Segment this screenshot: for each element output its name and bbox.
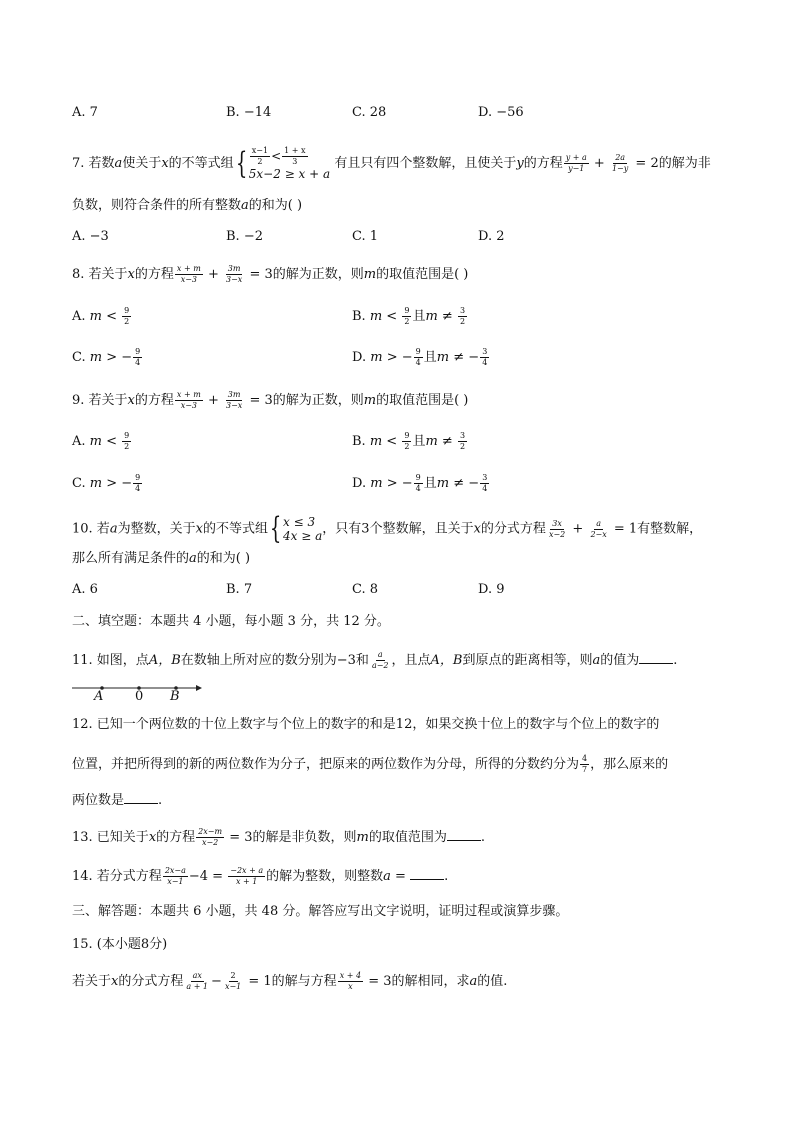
q8-option-b: B. m < $\frac{9}{2}$ 且m ≠ $\frac{3}{2}$ bbox=[352, 306, 466, 326]
q10-stem-line2: 那么所有满足条件的a的和为( ) bbox=[72, 551, 251, 566]
q9-option-b: B. m < $\frac{9}{2}$ 且m ≠ $\frac{3}{2}$ bbox=[352, 431, 466, 451]
point-b-label: B bbox=[170, 689, 180, 704]
q12-stem-line1: 12. 已知一个两位数的十位上数字与个位上的数字的和是12，如果交换十位上的数字与个位上的数字的 bbox=[72, 717, 660, 732]
q11-answer-blank[interactable] bbox=[639, 651, 673, 664]
q9-option-c: C. m > − $\frac{9}{4}$ bbox=[72, 473, 141, 493]
section-fill-in-heading: 二、填空题：本题共 4 小题，每小题 3 分，共 12 分。 bbox=[72, 614, 390, 629]
q11-stem: 11. 如图，点A，B在数轴上所对应的数分别为−3和 $\frac{a}{a-2}$ ，且点A，B到原点的距离相等，则a的值为 . bbox=[72, 650, 678, 670]
q6-option-c: C. 28 bbox=[352, 105, 387, 120]
q8-stem: 8. 若关于x的方程 $\frac{x + m}{x-3}$ + $\frac{3m}{3-x}$ = 3的解为正数，则m的取值范围是( ) bbox=[72, 264, 469, 284]
q8-option-c: C. m > − $\frac{9}{4}$ bbox=[72, 347, 141, 367]
q9-stem: 9. 若关于x的方程 $\frac{x + m}{x-3}$ + $\frac{3m}{3-x}$ = 3的解为正数，则m的取值范围是( ) bbox=[72, 390, 469, 410]
q7-option-c: C. 1 bbox=[352, 229, 379, 244]
q10-stem-line1: 10. 若a为整数，关于x的不等式组 { x ≤ 3 4x ≥ a ，只有3个整数解，且关于x的分式方程 $\frac{3x}{x-2}$ + $\frac{a}{2-x}$ = 1有整数解， bbox=[72, 511, 703, 546]
q10-option-b: B. 7 bbox=[226, 582, 253, 597]
q15-title: 15. (本小题8分) bbox=[72, 937, 168, 952]
q10-option-d: D. 9 bbox=[478, 582, 505, 597]
q15-stem: 若关于x的分式方程 $\frac{ax}{a + 1}$ − $\frac{2}{x-1}$ = 1的解与方程 $\frac{x + 4}{x}$ = 3的解相同，求a的值. bbox=[72, 971, 508, 991]
q7-option-b: B. −2 bbox=[226, 229, 263, 244]
q8-option-d: D. m > − $\frac{9}{4}$ 且m ≠ − $\frac{3}{4}$ bbox=[352, 347, 488, 367]
q9-option-a: A. m < $\frac{9}{2}$ bbox=[72, 431, 130, 451]
q10-inequality-system: { x ≤ 3 4x ≥ a bbox=[269, 511, 323, 546]
q7-stem-line1: 7. 若数a使关于x的不等式组 { $\frac{x-1}{2}$ < $\frac{1 + x}{3}$ 5x−2 ≥ x + a 有且只有四个整数解，且使关于y的方程 $\frac{y + a}{y-1}$ + $\frac{2a}{1-y}$ = 2的解为非 bbox=[72, 145, 711, 181]
q7-option-a: A. −3 bbox=[72, 229, 109, 244]
q14-stem: 14. 若分式方程 $\frac{2x-a}{x-1}$ −4 = $\frac{-2x + a}{x + 1}$ 的解为整数，则整数a = . bbox=[72, 866, 449, 886]
q9-option-d: D. m > − $\frac{9}{4}$ 且m ≠ − $\frac{3}{4}$ bbox=[352, 473, 488, 493]
q13-stem: 13. 已知关于x的方程 $\frac{2x-m}{x-2}$ = 3的解是非负数，则m的取值范围为 . bbox=[72, 827, 485, 847]
q14-answer-blank[interactable] bbox=[410, 867, 444, 880]
q6-option-b: B. −14 bbox=[226, 105, 272, 120]
q6-option-a: A. 7 bbox=[72, 105, 98, 120]
q13-answer-blank[interactable] bbox=[447, 828, 481, 841]
q11-number-line bbox=[72, 680, 212, 708]
q12-stem-line2: 位置，并把所得到的新的两位数作为分子，把原来的两位数作为分母，所得的分数约分为 $\frac{4}{7}$ ，那么原来的 bbox=[72, 754, 669, 774]
q7-option-d: D. 2 bbox=[478, 229, 505, 244]
section-solution-heading: 三、解答题：本题共 6 小题，共 48 分。解答应写出文字说明，证明过程或演算步骤。 bbox=[72, 904, 569, 919]
number-line-arrow bbox=[196, 685, 202, 691]
point-a-label: A bbox=[94, 689, 104, 704]
q10-option-a: A. 6 bbox=[72, 582, 98, 597]
q12-answer-blank[interactable] bbox=[124, 791, 158, 804]
origin-label: 0 bbox=[135, 689, 144, 704]
q7-stem-line2: 负数，则符合条件的所有整数a的和为( ) bbox=[72, 198, 303, 213]
q12-stem-line3: 两位数是 . bbox=[72, 793, 163, 808]
q10-option-c: C. 8 bbox=[352, 582, 379, 597]
q6-option-d: D. −56 bbox=[478, 105, 524, 120]
q8-option-a: A. m < $\frac{9}{2}$ bbox=[72, 306, 130, 326]
q7-inequality-system: { $\frac{x-1}{2}$ < $\frac{1 + x}{3}$ 5x−2 ≥ x + a bbox=[235, 145, 331, 181]
